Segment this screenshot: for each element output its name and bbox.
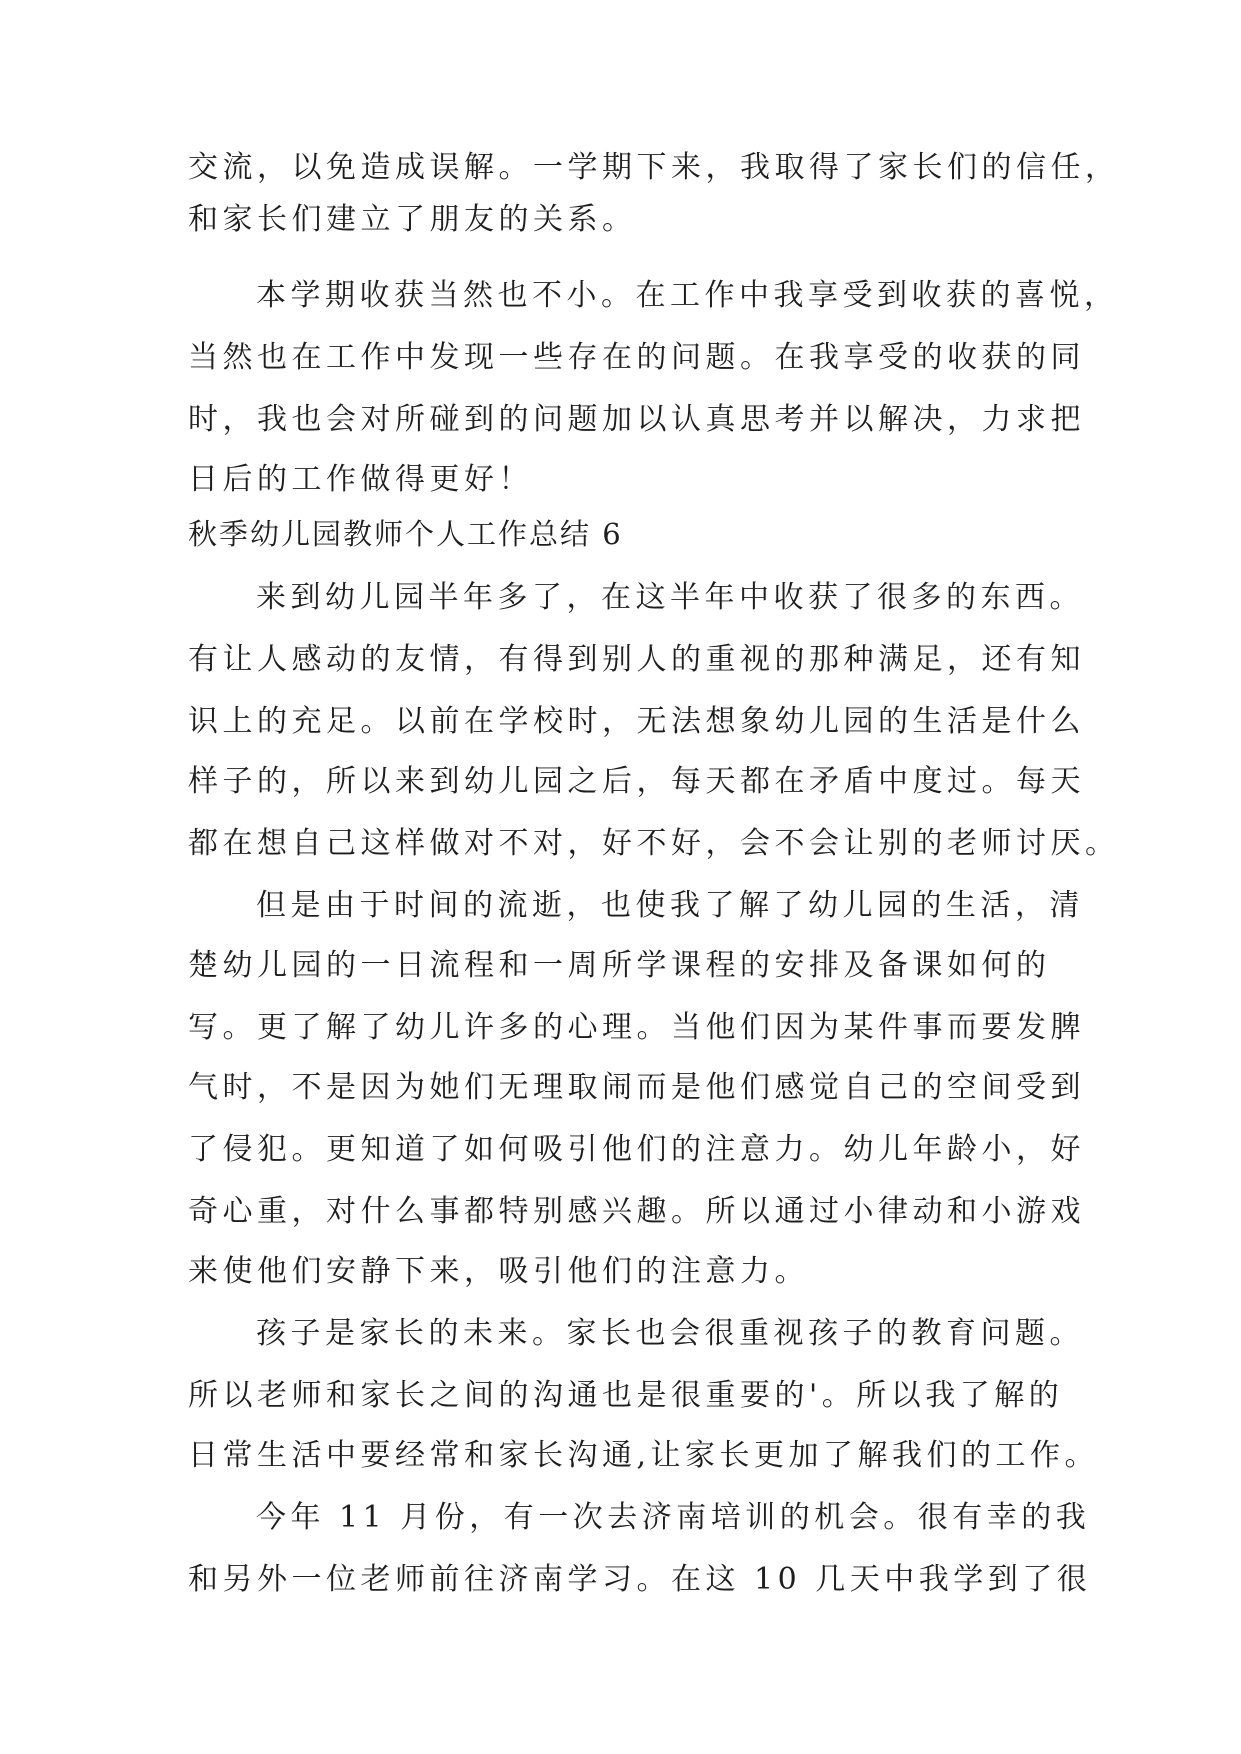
paragraph-first-line: 孩子是家长的未来。家长也会很重视孩子的教育问题。 [256, 1316, 1084, 1351]
text-line: 日后的工作做得更好！ [188, 462, 533, 497]
text-line: 奇心重，对什么事都特别感兴趣。所以通过小律动和小游戏 [188, 1194, 1085, 1229]
text-line: 楚幼儿园的一日流程和一周所学课程的安排及备课如何的 [188, 948, 1051, 983]
paragraph-first-line: 今年 11 月份，有一次去济南培训的机会。很有幸的我 [256, 1500, 1091, 1535]
text-line: 当然也在工作中发现一些存在的问题。在我享受的收获的同 [188, 340, 1085, 375]
text-line: 有让人感动的友情，有得到别人的重视的那种满足，还有知 [188, 642, 1085, 677]
paragraph-first-line: 但是由于时间的流逝，也使我了解了幼儿园的生活，清 [256, 888, 1084, 923]
text-line: 识上的充足。以前在学校时，无法想象幼儿园的生活是什么 [188, 704, 1085, 739]
section-heading: 秋季幼儿园教师个人工作总结 6 [188, 517, 623, 551]
paragraph-first-line: 本学期收获当然也不小。在工作中我享受到收获的喜悦， [256, 278, 1119, 313]
text-line: 和另外一位老师前往济南学习。在这 10 几天中我学到了很 [188, 1562, 1092, 1597]
text-line: 样子的，所以来到幼儿园之后，每天都在矛盾中度过。每天 [188, 764, 1085, 799]
text-line: 来使他们安静下来，吸引他们的注意力。 [188, 1254, 809, 1289]
text-line: 了侵犯。更知道了如何吸引他们的注意力。幼儿年龄小，好 [188, 1132, 1085, 1167]
text-line: 和家长们建立了朋友的关系。 [188, 202, 637, 237]
text-line: 所以老师和家长之间的沟通也是很重要的'。所以我了解的 [188, 1378, 1064, 1413]
text-line: 交流，以免造成误解。一学期下来，我取得了家长们的信任， [188, 150, 1120, 185]
text-line: 写。更了解了幼儿许多的心理。当他们因为某件事而要发脾 [188, 1010, 1085, 1045]
paragraph-first-line: 来到幼儿园半年多了，在这半年中收获了很多的东西。 [256, 580, 1084, 615]
text-line: 日常生活中要经常和家长沟通,让家长更加了解我们的工作。 [188, 1438, 1100, 1473]
text-line: 气时，不是因为她们无理取闹而是他们感觉自己的空间受到 [188, 1070, 1085, 1105]
text-line: 都在想自己这样做对不对，好不好，会不会让别的老师讨厌。 [188, 826, 1120, 861]
text-line: 时，我也会对所碰到的问题加以认真思考并以解决，力求把 [188, 402, 1085, 437]
